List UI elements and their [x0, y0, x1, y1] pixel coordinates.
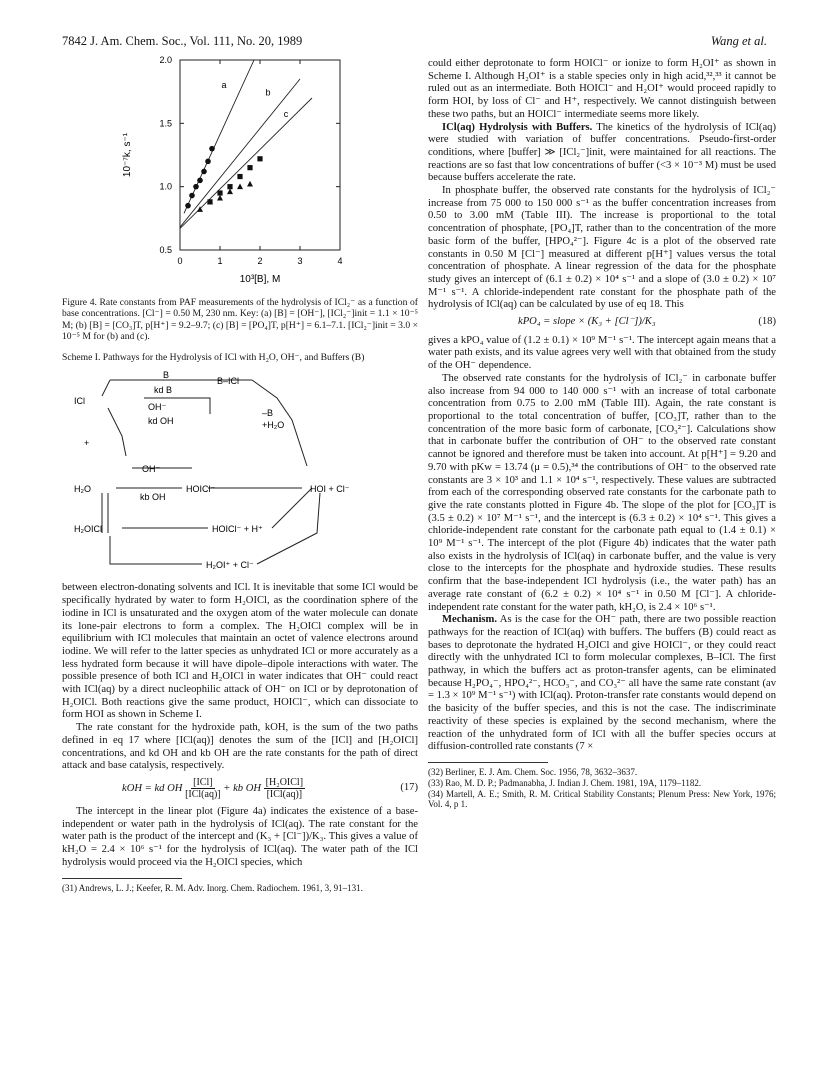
- y-tick-label: 0.5: [159, 245, 172, 255]
- right-paragraph-3: In phosphate buffer, the observed rate constants for the hydrolysis of ICl₂⁻ increase from 75 000 to 150 000 s⁻¹ as the buffer concentration increases from 0.50 to 3.00 mM (Table III). The increase is proportional to the total concentration of phosphate, [PO₄]T, rather than to the concentration of the more basic form of the buffer, [HPO₄²⁻]. Figure 4c is a plot of the observed rate constants in 0.50 M [Cl⁻] measured at different p[H⁺] values versus the total concentration of phosphate. A linear regression of the data for the phosphate study gives an intercept of (6.1 ± 0.2) × 10⁴ s⁻¹ and a slope of (3.0 ± 0.2) × 10⁷ M⁻¹ s⁻¹. A chloride-independent rate constant for the phosphate path of the hydrolysis of ICl(aq) can be calculated by use of eq 18. This: [428, 185, 776, 311]
- eq17-num1: [ICl]: [193, 776, 213, 788]
- running-header-right: Wang et al.: [710, 34, 767, 48]
- scheme-kdoh-label: kd OH: [148, 415, 174, 426]
- x-tick-label: 3: [297, 256, 303, 266]
- series-label-b: b: [265, 87, 271, 98]
- scheme-minusb-label: –B: [262, 407, 274, 418]
- figure-4-plot: [62, 48, 418, 292]
- series-label-a: a: [221, 79, 227, 90]
- scheme-icl-label: ICl: [74, 395, 85, 406]
- right-paragraph-1: could either deprotonate to form HOICl⁻ or ionize to form H₂OI⁺ as shown in Scheme I. Although H₂OI⁺ is a stable species only in high acid,³²,³³ it cannot be ruled out as an intermediate. Both HOICl⁻ and H₂OI⁺ would proceed rapidly to form HOI, by loss of Cl⁻ and H⁺, respectively. We cannot distinguish between these two paths, but an HOICl⁻ intermediate seems more likely.: [428, 58, 776, 120]
- point-b: [237, 174, 242, 179]
- scheme-plush2o-label: +H₂O: [262, 419, 285, 430]
- point-b: [227, 184, 232, 189]
- eq17-den1: [ICl(aq)]: [185, 788, 221, 800]
- eq17-num2: [H₂OICl]: [265, 776, 304, 788]
- footnote-rule-left: [62, 878, 182, 879]
- point-a: [209, 146, 215, 152]
- point-c: [247, 181, 253, 187]
- point-c: [237, 183, 243, 189]
- scheme-ohm2-label: OH⁻: [142, 463, 161, 474]
- eq17-lhs: kOH = kd OH: [122, 782, 183, 794]
- right-column: [428, 58, 776, 810]
- eq18-number: (18): [758, 316, 776, 328]
- eq18-body: kPO₄ = slope × (K₃ + [Cl⁻])/K₃: [518, 316, 656, 328]
- point-b: [257, 156, 262, 161]
- y-tick-label: 1.0: [159, 181, 172, 192]
- right-paragraph-5: The observed rate constants for the hydrolysis of ICl₂⁻ in carbonate buffer also increase from 94 000 to 140 000 s⁻¹ with an increase of total carbonate concentration from 0.75 to 2.00 mM (Table III). Again, the rate constant is proportional to the total concentration of buffer, [CO₃]T, rather than to the concentration of the more basic form of carbonate, [CO₃²⁻]. Calculations show that in carbonate buffer the contribution of OH⁻ to the observed rate constant cannot be ignored and therefore must be taken into account. At p[H⁺] = 9.20 and 9.70 with pKw = 13.74 (μ = 0.5),³⁴ the contributions of OH⁻ to the observed rate constants are 3 × 10³ and 1.1 × 10⁴ s⁻¹, respectively. These values are subtracted from each of the corresponding observed rate constants for the carbonate path to give the rate constants plotted in Figure 4b. The slope of the plot for [CO₃]T is (3.5 ± 0.2) × 10⁷ M⁻¹ s⁻¹, and the intercept is (6.3 ± 0.2) × 10⁴ s⁻¹. This gives a chloride-independent rate constant for the carbonate path equal to (1.4 ± 0.1) × 10⁹ M⁻¹ s⁻¹. The intercept of the plot (Figure 4b) indicates that the water path also exists in the hydrolysis of ICl(aq) in carbonate buffer, and the value is very close to the intercepts for the phosphate and hydroxide studies. These results confirm that the base-independent ICl hydrolysis (i.e., the water path) has an average rate constant of (6.2 ± 0.2) × 10⁴ s⁻¹ in 0.50 M [Cl⁻]. A chloride-independent rate constant for the water path, kH₂O, is 2.4 × 10⁶ s⁻¹.: [428, 372, 776, 613]
- scheme-ohm-label: OH⁻: [148, 401, 167, 412]
- scheme-hoiclh-label: HOICl⁻ + H⁺: [212, 523, 263, 534]
- scheme-hoicl-label: HOICl⁻: [186, 483, 216, 494]
- eq17-mid: + kb OH: [223, 782, 262, 794]
- scheme-kboh-label: kb OH: [140, 491, 166, 502]
- left-paragraph-1: between electron-donating solvents and ICl. It is inevitable that some ICl would be specifically hydrated by water to form H₂OICl, as the coordination sphere of the iodine in ICl is unsaturated and the oxygen atom of the water molecule can donate its lone-pair electrons to form a complex. The H₂OICl complex will be in equilibrium with ICl molecules that maintain an octet of valence electrons around iodine. We will refer to the latter species as unhydrated ICl or more accurately as a less hydrated form because it will have dipole–dipole interactions with water. The possible presence of both ICl and H₂OICl in water indicates that OH⁻ could react with ICl(aq) by a direct nucleophilic attack of OH⁻ on ICl or by deprotonation of H₂OICl. Both reactions give the same product, HOICl⁻, which can dissociate to form HOI as shown in Scheme I.: [62, 582, 418, 721]
- point-b: [247, 165, 252, 170]
- point-a: [205, 159, 211, 165]
- x-tick-label: 0: [177, 256, 183, 266]
- footnote-33: (33) Rao, M. D. P.; Padmanabha, J. Indian J. Chem. 1981, 19A, 1179–1182.: [428, 777, 702, 788]
- left-paragraph-2: The rate constant for the hydroxide path, kOH, is the sum of the two paths defined in eq 17 where [ICl(aq)] denotes the sum of the [ICl] and [H₂OICl] concentrations, and kd OH and kb OH are the rate constants for the path of direct attack and base catalysis, respectively.: [62, 722, 418, 772]
- scheme-h2o-label: H₂O: [74, 483, 91, 494]
- x-tick-label: 2: [257, 256, 263, 266]
- equation-17: [62, 777, 418, 800]
- eq17-number: (17): [400, 782, 418, 794]
- scheme-h2oi-label: H₂OI⁺ + Cl⁻: [206, 559, 254, 570]
- y-tick-label: 2.0: [159, 55, 172, 65]
- footnote-rule-right: [428, 762, 548, 763]
- y-axis-label: 10⁻⁷k, s⁻¹: [122, 132, 133, 178]
- point-a: [193, 184, 199, 190]
- scheme-bicl-label: B–ICl: [217, 375, 240, 386]
- x-tick-label: 4: [337, 256, 343, 266]
- right-paragraph-6: As is the case for the OH⁻ path, there are two possible reaction pathways for the reaction of ICl(aq) with buffers. The buffers (B) could react as bases to deprotonate the hydrated H₂OICl and give HOICl⁻, or they could react directly with the unhydrated ICl to form molecular complexes, B–ICl. The first pathway, in which the buffers act as proton-transfer agents, can be eliminated because H₂PO₄⁻, HPO₄²⁻, HCO₃⁻, and CO₃²⁻ all have the same rate constant (av = 1.3 × 10⁹ M⁻¹ s⁻¹) with ICl(aq). Proton-transfer rate constants would depend on the basicity of the buffer species, and this is not the case. The indiscriminate reactivity of these species is explained by the second mechanism, where the reaction of the unhydrated form of ICl with all the buffer species occurs at diffusion-controlled rate constants (7 ×: [428, 614, 776, 753]
- figure-4-caption: Figure 4. Rate constants from PAF measurements of the hydrolysis of ICl₂⁻ as a function of base concentrations. [Cl⁻] = 0.50 M, 230 nm. Key: (a) [B] = [OH⁻], [ICl₂⁻]init = 1.1 × 10⁻⁵ M; (b) [B] = [CO₃]T, p[H⁺] = 9.2–9.7; (c) [B] = [PO₄]T, p[H⁺] = 6.1–7.1. [ICl₂⁻]init = 3.0 × 10⁻⁵ M for (b) and (c).: [62, 296, 418, 342]
- scheme-kdb-label: kd B: [154, 384, 173, 395]
- x-axis-label: 10³[B], M: [239, 274, 281, 285]
- plot-frame: [180, 60, 340, 250]
- point-a: [197, 178, 203, 184]
- fit-line-b: [180, 79, 300, 227]
- eq17-den2: [ICl(aq)]: [266, 788, 303, 800]
- scheme-1-diagram: [62, 368, 418, 578]
- series-label-c: c: [283, 109, 289, 119]
- scheme-b-label: B: [162, 369, 170, 380]
- left-column: [62, 48, 418, 893]
- equation-18: [428, 316, 776, 329]
- point-a: [185, 203, 191, 209]
- scheme-hoi-label: HOI + Cl⁻: [310, 483, 350, 494]
- left-paragraph-3: The intercept in the linear plot (Figure 4a) indicates the existence of a base-independent or water path in the hydrolysis of ICl(aq). The rate constant for the water path is the product of the intercept and (K₃ + [Cl⁻])/K₃. This gives a value of kH₂O = 2.4 × 10⁶ s⁻¹ for the hydrolysis of ICl(aq). The water path of the ICl hydrolysis would proceed via the H₂OICl species, which: [62, 805, 418, 868]
- scheme-plus-label: +: [84, 437, 90, 448]
- right-paragraph-4: gives a kPO₄ value of (1.2 ± 0.1) × 10⁹ M⁻¹ s⁻¹. The intercept again means that a water path exists, and its value agrees very well with that obtained from the study of the OH⁻ dependence.: [428, 334, 776, 372]
- point-a: [201, 169, 207, 175]
- scheme-h2oicl-label: H₂OICl: [74, 523, 102, 534]
- scheme-1-title: Scheme I. Pathways for the Hydrolysis of ICl with H₂O, OH⁻, and Buffers (B): [62, 352, 365, 364]
- right-paragraph-2: The kinetics of the hydrolysis of ICl(aq) were studied with variation of buffer concentrations. Pseudo-first-order conditions, where [buffer] ≫ [ICl₂⁻]init, were maintained for all reactions. The reactions are so fast that low concentrations of buffer (<3 × 10⁻³ M) must be used because buffers accelerate the rate.: [428, 121, 776, 184]
- section-heading-mechanism: Mechanism.: [442, 614, 498, 626]
- footnote-34: (34) Martell, A. E.; Smith, R. M. Critical Stability Constants; Plenum Press: New York, 1976; Vol. 4, p 1.: [428, 788, 776, 810]
- y-tick-label: 1.5: [159, 118, 172, 129]
- section-heading-buffers: ICl(aq) Hydrolysis with Buffers.: [442, 121, 593, 133]
- point-a: [189, 193, 195, 199]
- x-tick-label: 1: [217, 256, 223, 266]
- point-c: [217, 195, 223, 201]
- footnote-31: (31) Andrews, L. J.; Keefer, R. M. Adv. Inorg. Chem. Radiochem. 1961, 3, 91–131.: [62, 882, 363, 893]
- footnote-32: (32) Berliner, E. J. Am. Chem. Soc. 1956, 78, 3632–3637.: [428, 766, 638, 777]
- point-c: [227, 189, 233, 195]
- running-header-left: 7842 J. Am. Chem. Soc., Vol. 111, No. 20, 1989: [62, 34, 303, 48]
